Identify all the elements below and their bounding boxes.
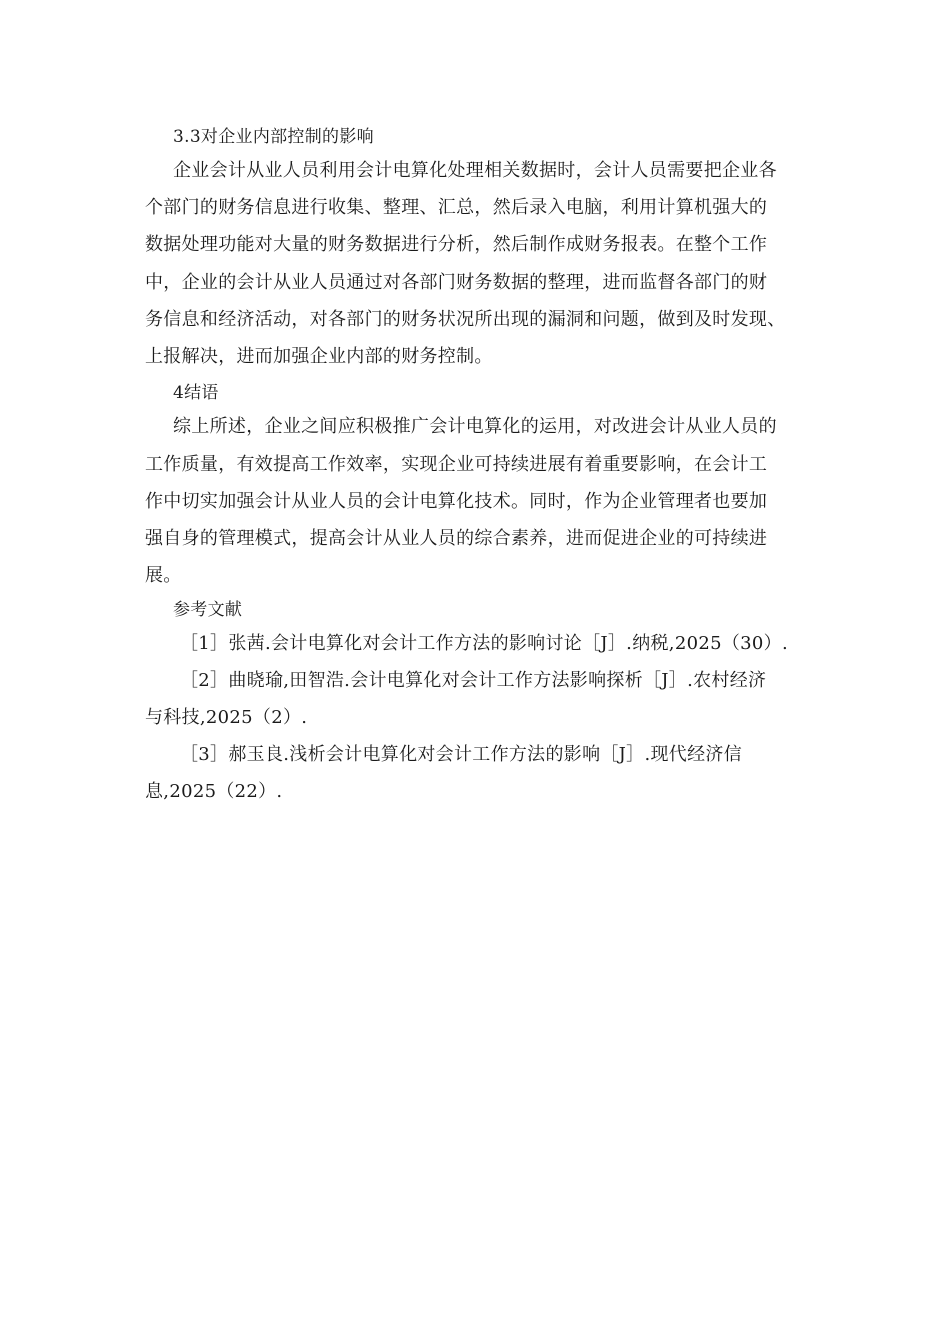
paragraph-line: 作中切实加强会计从业人员的会计电算化技术。同时，作为企业管理者也要加 — [145, 491, 768, 512]
paragraph-line: 强自身的管理模式，提高会计从业人员的综合素养，进而促进企业的可持续进 — [145, 528, 768, 549]
paragraph-line: 务信息和经济活动，对各部门的财务状况所出现的漏洞和问题，做到及时发现、 — [145, 309, 786, 330]
paragraph-line: 数据处理功能对大量的财务数据进行分析，然后制作成财务报表。在整个工作 — [145, 234, 768, 255]
section-heading-3-3: 3.3对企业内部控制的影响 — [173, 127, 374, 147]
reference-item: ［3］郝玉良.浅析会计电算化对会计工作方法的影响［J］.现代经济信 — [180, 744, 743, 765]
paragraph-line: 工作质量，有效提高工作效率，实现企业可持续进展有着重要影响，在会计工 — [145, 454, 768, 475]
reference-item: ［1］张茜.会计电算化对会计工作方法的影响讨论［J］.纳税,2025（30）. — [180, 633, 788, 654]
paragraph-line: 综上所述，企业之间应积极推广会计电算化的运用，对改进会计从业人员的 — [173, 416, 777, 437]
references-heading: 参考文献 — [173, 600, 243, 620]
paragraph-line: 展。 — [145, 565, 182, 586]
paragraph-line: 中，企业的会计从业人员通过对各部门财务数据的整理，进而监督各部门的财 — [145, 272, 768, 293]
reference-item-continuation: 息,2025（22）. — [145, 781, 283, 802]
paragraph-line: 企业会计从业人员利用会计电算化处理相关数据时，会计人员需要把企业各 — [173, 160, 777, 181]
paragraph-line: 个部门的财务信息进行收集、整理、汇总，然后录入电脑，利用计算机强大的 — [145, 197, 768, 218]
reference-item-continuation: 与科技,2025（2）. — [145, 707, 308, 728]
section-heading-4: 4结语 — [173, 383, 219, 403]
reference-item: ［2］曲晓瑜,田智浩.会计电算化对会计工作方法影响探析［J］.农村经济 — [180, 670, 767, 691]
paragraph-line: 上报解决，进而加强企业内部的财务控制。 — [145, 346, 493, 367]
